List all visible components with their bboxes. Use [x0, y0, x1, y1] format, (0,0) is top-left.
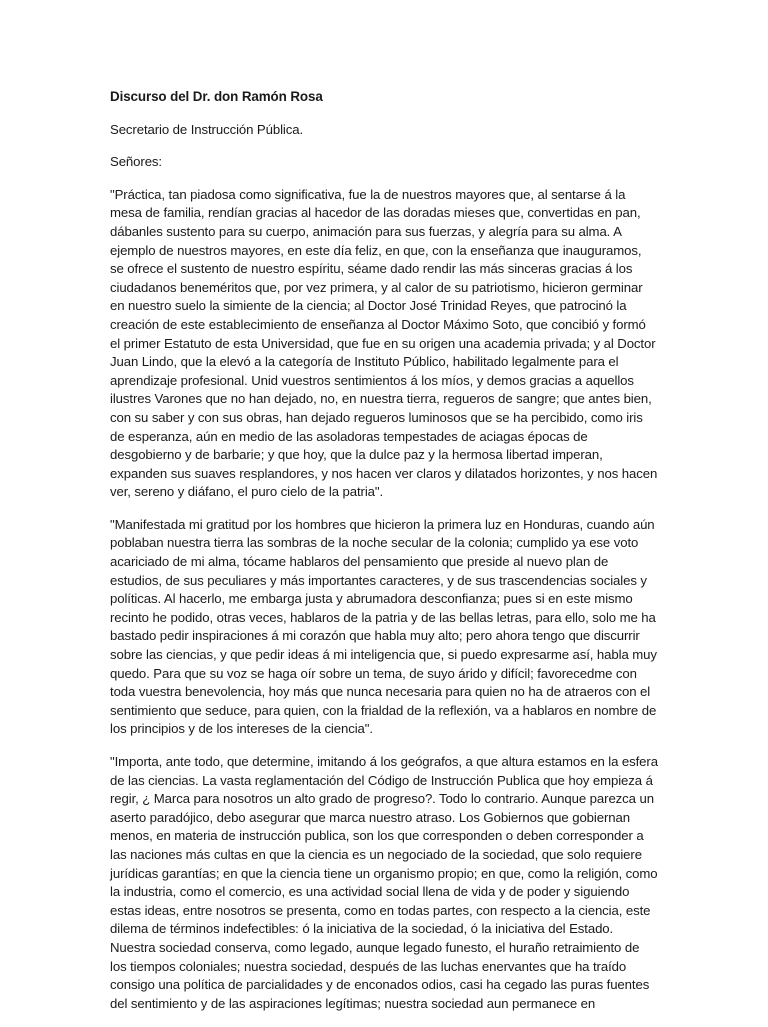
document-page — [110, 88, 658, 1027]
document-title: Discurso del Dr. don Ramón Rosa — [110, 89, 323, 104]
document-subtitle: Secretario de Instrucción Pública. — [110, 121, 304, 137]
paragraph-3: "Importa, ante todo, que determine, imitando á los geógrafos, a que altura estamos en la esfera de las ciencias. La vasta reglamentación del Código de Instrucción Publica que hoy empieza á regir, ¿ Marca para nosotros un alto grado de progreso?. Todo lo contrario. Aunque parezca un aserto paradójico, debo asegurar que marca nuestro atraso. Los Gobiernos que gobiernan menos, en materia de instrucción publica, son los que corresponden o deben corresponder a las naciones más cultas en que la ciencia es un negociado de la sociedad, que solo requiere jurídicas garantías; en que la ciencia tiene un organismo propio; en que, como la religión, como la industria, como el comercio, es una actividad social llena de vida y de poder y siguiendo estas ideas, entre nosotros se presenta, como en todas partes, con respecto a la ciencia, este dilema de términos indefectibles: ó la iniciativa de la sociedad, ó la iniciativa del Estado. Nuestra sociedad conserva, como legado, aunque legado funesto, el huraño retraimiento de los tiempos coloniales; nuestra sociedad, después de las luchas enervantes que ha traído consigo una política de parcialidades y de enconados odios, casi ha cegado las puras fuentes del sentimiento y de las aspiraciones legítimas; nuestra sociedad aun permanece en — [110, 754, 658, 1011]
paragraph-2: "Manifestada mi gratitud por los hombres que hicieron la primera luz en Honduras, cuando aún poblaban nuestra tierra las sombras de la noche secular de la colonia; cumplido ya ese voto acariciado de mi alma, tócame hablaros del pensamiento que preside al nuevo plan de estudios, de sus peculiares y más importantes caracteres, y de sus trascendencias sociales y políticas. Al hacerlo, me embarga justa y abrumadora desconfianza; pues si en este mismo recinto he podido, otras veces, hablaros de la patria y de las bellas letras, para ello, solo me ha bastado pedir inspiraciones á mi corazón que habla muy alto; pero ahora tengo que discurrir sobre las ciencias, y que pedir ideas á mi inteligencia que, si puedo expresarme así, habla muy quedo. Para que su voz se haga oír sobre un tema, de suyo árido y difícil; favorecedme con toda vuestra benevolencia, hoy más que nunca necesaria para quien no ha de atraeros con el sentimiento que seduce, para quien, con la frialdad de la reflexión, va a hablaros en nombre de los principios y de los intereses de la ciencia". — [110, 516, 657, 737]
salutation: Señores: — [110, 154, 162, 170]
paragraph-1: "Práctica, tan piadosa como significativa, fue la de nuestros mayores que, al sentarse á la mesa de familia, rendían gracias al hacedor de las doradas mieses que, convertidas en pan, dábanles sustento para su cuerpo, animación para sus fuerzas, y alegría para su alma. A ejemplo de nuestros mayores, en este día feliz, en que, con la enseñanza que inauguramos, se ofrece el sustento de nuestro espíritu, séame dado rendir las más sinceras gracias á los ciudadanos beneméritos que, por vez primera, y al calor de su patriotismo, hicieron germinar en nuestro suelo la simiente de la ciencia; al Doctor José Trinidad Reyes, que patrocinó la creación de este establecimiento de enseñanza al Doctor Máximo Soto, que concibió y formó el primer Estatuto de esta Universidad, que fue en su origen una academia privada; y al Doctor Juan Lindo, que la elevó a la categoría de Instituto Público, habilitado legalmente para el aprendizaje profesional. Unid vuestros sentimientos á los míos, y demos gracias a aquellos ilustres Varones que no han dejado, no, en nuestra tierra, regueros de sangre; que antes bien, con su saber y con sus obras, han dejado regueros luminosos que se ha percibido, como iris de esperanza, aún en medio de las asoladoras tempestades de aciagas épocas de desgobierno y de barbarie; y que hoy, que la dulce paz y la hermosa libertad imperan, expanden sus suaves resplandores, y nos hacen ver claros y dilatados horizontes, y nos hacen ver, sereno y diáfano, el puro cielo de la patria". — [110, 186, 658, 500]
